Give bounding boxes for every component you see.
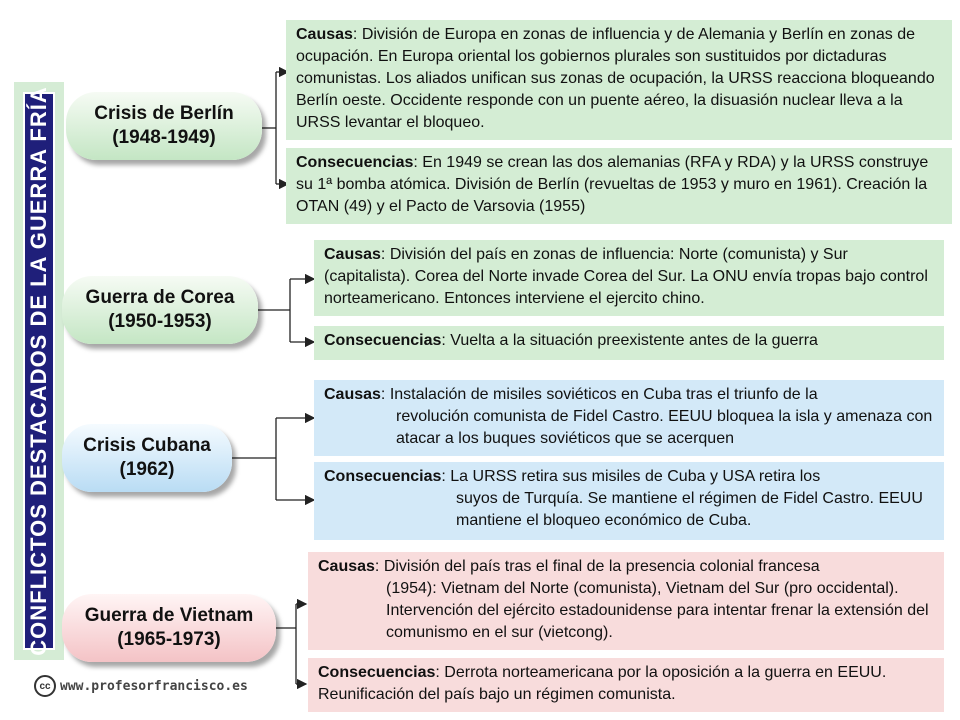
conflict-years: (1948-1949) xyxy=(112,127,216,148)
berlin-consequences-box xyxy=(286,148,952,224)
consequences-label: Consecuencias xyxy=(296,154,414,171)
consequences-text-continued: suyos de Turquía. Se mantiene el régimen de Fidel Castro. EEUU mantiene el bloqueo económico de Cuba. xyxy=(456,490,923,529)
consequences-text: : Vuelta a la situación preexistente antes de la guerra xyxy=(441,332,818,349)
cc-license-icon: cc xyxy=(34,675,56,697)
vietnam-causes-box xyxy=(308,552,944,650)
causes-label: Causas xyxy=(296,26,353,43)
vietnam-consequences-box xyxy=(308,658,944,712)
conflict-name: Guerra de Vietnam xyxy=(84,605,254,626)
corea-causes-box xyxy=(314,240,944,316)
berlin-causes-box xyxy=(286,20,952,140)
sidebar-title: CONFLICTOS DESTACADOS DE LA GUERRA FRÍA xyxy=(26,86,51,656)
consequences-label: Consecuencias xyxy=(324,468,442,485)
consequences-text: : Derrota norteamericana por la oposición a la guerra en EEUU. Reunificación del país bajo un régimen comunista. xyxy=(318,664,887,703)
conflict-name: Crisis de Berlín xyxy=(94,103,234,124)
conflict-vietnam xyxy=(62,594,276,662)
causes-text: : División de Europa en zonas de influencia y de Alemania y Berlín en zonas de ocupación. En Europa oriental los gobiernos plurales son sustituidos por dictaduras comunistas. Los aliados unifican sus zonas de ocupación, la URSS reacciona bloqueando Berlín oeste. Occidente responde con un puente aéreo, la disuasión nuclear lleva a la URSS levantar el bloqueo. xyxy=(296,26,935,131)
footer-url[interactable]: www.profesorfrancisco.es xyxy=(60,678,248,694)
causes-label: Causas xyxy=(324,386,381,403)
conflict-years: (1965-1973) xyxy=(117,629,221,650)
consequences-label: Consecuencias xyxy=(318,664,436,681)
cuba-causes-box xyxy=(314,380,944,456)
cuba-consequences-box xyxy=(314,462,944,540)
causes-text: : División del país en zonas de influencia: Norte (comunista) y Sur (capitalista). Corea del Norte invade Corea del Sur. La ONU envía tropas bajo control norteamericano. Entonces interviene el ejercito chino. xyxy=(324,246,928,307)
conflict-cuba xyxy=(62,424,232,492)
causes-text-continued: (1954): Vietnam del Norte (comunista), Vietnam del Sur (pro occidental). Intervención del ejército estadounidense para intentar frenar la extensión del comunismo en el sur (vietcong). xyxy=(386,580,929,641)
causes-text: : División del país tras el final de la presencia colonial francesa xyxy=(374,558,820,575)
footer-credit xyxy=(34,675,248,697)
conflict-berlin xyxy=(66,92,262,160)
conflict-corea xyxy=(62,276,258,344)
causes-text-continued: revolución comunista de Fidel Castro. EEUU bloquea la isla y amenaza con atacar a los buques soviéticos que se acerquen xyxy=(396,408,933,447)
causes-text: : Instalación de misiles soviéticos en Cuba tras el triunfo de la xyxy=(380,386,818,403)
conflict-name: Guerra de Corea xyxy=(85,287,235,308)
consequences-label: Consecuencias xyxy=(324,332,442,349)
causes-label: Causas xyxy=(318,558,375,575)
causes-label: Causas xyxy=(324,246,381,263)
conflict-years: (1950-1953) xyxy=(108,311,212,332)
conflict-years: (1962) xyxy=(119,459,175,480)
conflict-name: Crisis Cubana xyxy=(83,435,211,456)
corea-consequences-box xyxy=(314,326,944,360)
consequences-text: : En 1949 se crean las dos alemanias (RFA y RDA) y la URSS construye su 1ª bomba atómica. División de Berlín (revueltas de 1953 y muro en 1961). Creación la OTAN (49) y el Pacto de Varsovia (1955) xyxy=(296,154,929,215)
consequences-text: : La URSS retira sus misiles de Cuba y USA retira los xyxy=(441,468,821,485)
